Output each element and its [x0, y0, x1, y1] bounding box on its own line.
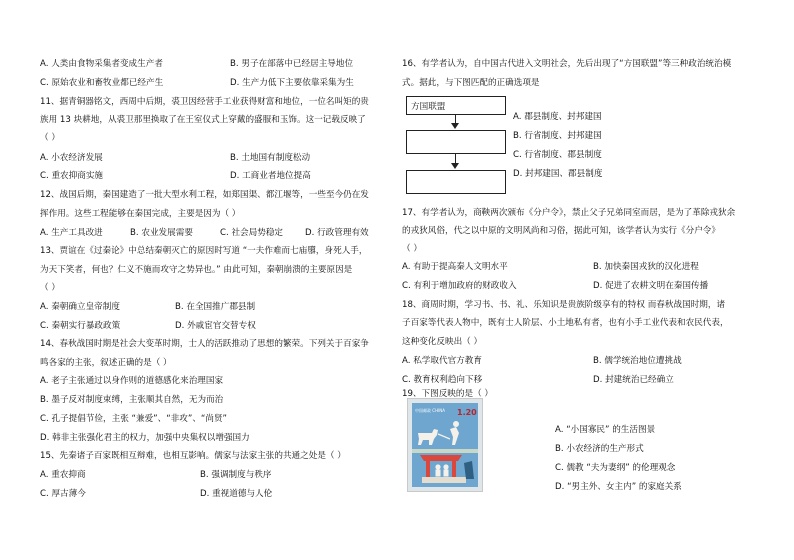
q11-option-b[interactable]: B. 土地国有制度松动 — [230, 153, 311, 163]
q14-option-c[interactable]: C. 孔子提倡节俭，主张 “兼爱”、“非攻”、“尚贤” — [40, 414, 228, 424]
q19-option-a[interactable]: A. “小国寡民” 的生活图景 — [555, 425, 656, 435]
q13-option-a[interactable]: A. 秦朝确立皇帝制度 — [40, 302, 120, 312]
q18-stem-line3: 这种变化反映出（ ） — [402, 337, 483, 347]
q16-stem-line2: 式。据此，与下图匹配的正确选项是 — [402, 78, 540, 88]
q13-option-b[interactable]: B. 在全国推广郡县制 — [175, 302, 256, 312]
q14-option-b[interactable]: B. 墨子反对制度束缚，主张顺其自然，无为而治 — [40, 395, 224, 405]
q13-stem-line1: 13、贾谊在《过秦论》中总结秦朝灭亡的原因时写道 “一夫作难而七庙隳，身死人手， — [40, 246, 368, 256]
q13-option-c[interactable]: C. 秦朝实行暴政政策 — [40, 321, 121, 331]
q18-option-b[interactable]: B. 儒学统治地位遭挑战 — [593, 356, 682, 366]
q11-option-d[interactable]: D. 工商业者地位提高 — [230, 171, 311, 181]
flow-box-label: 方国联盟 — [411, 102, 446, 112]
q13-stem-line2: 为天下笑者，何也？仁义不施而攻守之势异也。” 由此可知，秦朝崩溃的主要原因是 — [40, 265, 353, 275]
q12-option-a[interactable]: A. 生产工具改进 — [40, 228, 103, 238]
q14-option-a[interactable]: A. 老子主张通过以身作则的道德感化来治理国家 — [40, 376, 224, 386]
q17-option-d[interactable]: D. 促进了农耕文明在秦国传播 — [593, 281, 709, 291]
stamp-country-text: 中国邮政 CHINA — [415, 408, 445, 413]
q17-option-a[interactable]: A. 有助于提高秦人文明水平 — [402, 262, 508, 272]
flow-arrow-2-head — [451, 163, 459, 169]
stamp-value-text: 1.20 — [457, 408, 477, 417]
q16-option-c[interactable]: C. 行省制度、郡县制度 — [513, 150, 602, 160]
q14-stem-line1: 14、春秋战国时期是社会大变革时期，士人的活跃推动了思想的繁荣。下列关于百家争 — [40, 339, 369, 349]
flow-box-fangguo — [406, 96, 506, 115]
q15-option-c[interactable]: C. 厚古薄今 — [40, 489, 86, 499]
q13-option-d[interactable]: D. 外戚宦官交替专权 — [175, 321, 256, 331]
q18-stem-line2: 子百家等代表人物中，既有士人阶层、小土地私有者，也有小手工业代表和农民代表， — [402, 318, 729, 328]
stamp-image — [408, 399, 482, 491]
flow-box-blank-2 — [406, 170, 506, 194]
q16-stem-line1: 16、有学者认为，自中国古代进入文明社会，先后出现了“方国联盟”等三种政治统治模 — [402, 59, 732, 69]
q15-option-b[interactable]: B. 强调制度与秩序 — [200, 470, 272, 480]
q16-option-d[interactable]: D. 封邦建国、郡县制度 — [513, 169, 603, 179]
q14-stem-line2: 鸣各家的主张，叙述正确的是（ ） — [40, 358, 172, 368]
q17-stem-line2: 的戎狄风俗，代之以中原的文明风尚和习俗，据此可知，该学者认为实行《分户令》 — [402, 226, 720, 236]
q11-option-a[interactable]: A. 小农经济发展 — [40, 153, 103, 163]
q19-stem-line1: 19、下图反映的是（ ） — [402, 389, 494, 399]
q11-stem-line1: 11、据青铜器铭文，西周中后期，裘卫因经营手工业获得财富和地位，一位名叫矩的贵 — [40, 97, 369, 107]
q15-option-a[interactable]: A. 重农抑商 — [40, 470, 86, 480]
q16-option-b[interactable]: B. 行省制度、封邦建国 — [513, 131, 602, 141]
q15-stem-line1: 15、先秦诸子百家既相互辩难，也相互影响。儒家与法家主张的共通之处是（ ） — [40, 451, 346, 461]
q11-option-c[interactable]: C. 重农抑商实施 — [40, 171, 104, 181]
q10-option-b[interactable]: B. 男子在部落中已经居主导地位 — [230, 59, 354, 69]
q19-option-c[interactable]: C. 儒教 “夫为妻纲” 的伦理观念 — [555, 463, 676, 473]
stamp-picture — [412, 403, 478, 487]
q18-option-c[interactable]: C. 教育权利趋向下移 — [402, 375, 483, 385]
q11-stem-line2: 族用 13 块耕地，从裘卫那里换取了在王室仪式上穿戴的盛服和玉饰。这一记载反映了 — [40, 115, 366, 125]
q17-option-c[interactable]: C. 有利于增加政府的财政收入 — [402, 281, 517, 291]
q14-option-d[interactable]: D. 韩非主张强化君主的权力，加强中央集权以增强国力 — [40, 433, 250, 443]
stamp-illustration — [412, 403, 478, 487]
q17-option-b[interactable]: B. 加快秦国戎狄的汉化进程 — [593, 262, 699, 272]
q12-stem-line2: 挥作用。这些工程能够在秦国完成，主要是因为（ ） — [40, 209, 241, 219]
q15-option-d[interactable]: D. 重视道德与人伦 — [200, 489, 273, 499]
q17-stem-line1: 17、有学者认为，商鞅两次颁布《分户令》，禁止父子兄弟同室而居，是为了革除戎狄余 — [402, 208, 736, 218]
q18-stem-line1: 18、商周时期，学习书、书、礼、乐知识是贵族阶级享有的特权 而春秋战国时期，诸 — [402, 300, 726, 310]
q12-stem-line1: 12、战国后期，秦国建造了一批大型水利工程，如郑国渠、都江堰等，一些至今仍在发 — [40, 190, 369, 200]
q13-answer-blank: （ ） — [40, 283, 60, 293]
flow-box-blank-1 — [406, 130, 506, 154]
q12-option-c[interactable]: C. 社会局势稳定 — [220, 228, 284, 238]
q12-option-d[interactable]: D. 行政管理有效 — [305, 228, 369, 238]
flow-arrow-1-head — [451, 123, 459, 129]
q12-option-b[interactable]: B. 农业发展需要 — [130, 228, 193, 238]
q17-answer-blank: （ ） — [402, 244, 422, 254]
q16-option-a[interactable]: A. 郡县制度、封邦建国 — [513, 112, 602, 122]
q10-option-c[interactable]: C. 原始农业和畜牧业都已经产生 — [40, 78, 164, 88]
q18-option-d[interactable]: D. 封建统治已经确立 — [593, 375, 674, 385]
q11-answer-blank: （ ） — [40, 133, 60, 143]
q10-option-d[interactable]: D. 生产力低下主要依靠采集为生 — [230, 78, 354, 88]
q19-option-d[interactable]: D. “男主外、女主内” 的家庭关系 — [555, 482, 682, 492]
q10-option-a[interactable]: A. 人类由食物采集者变成生产者 — [40, 59, 163, 69]
q18-option-a[interactable]: A. 私学取代官方教育 — [402, 356, 482, 366]
q19-option-b[interactable]: B. 小农经济的生产形式 — [555, 444, 644, 454]
